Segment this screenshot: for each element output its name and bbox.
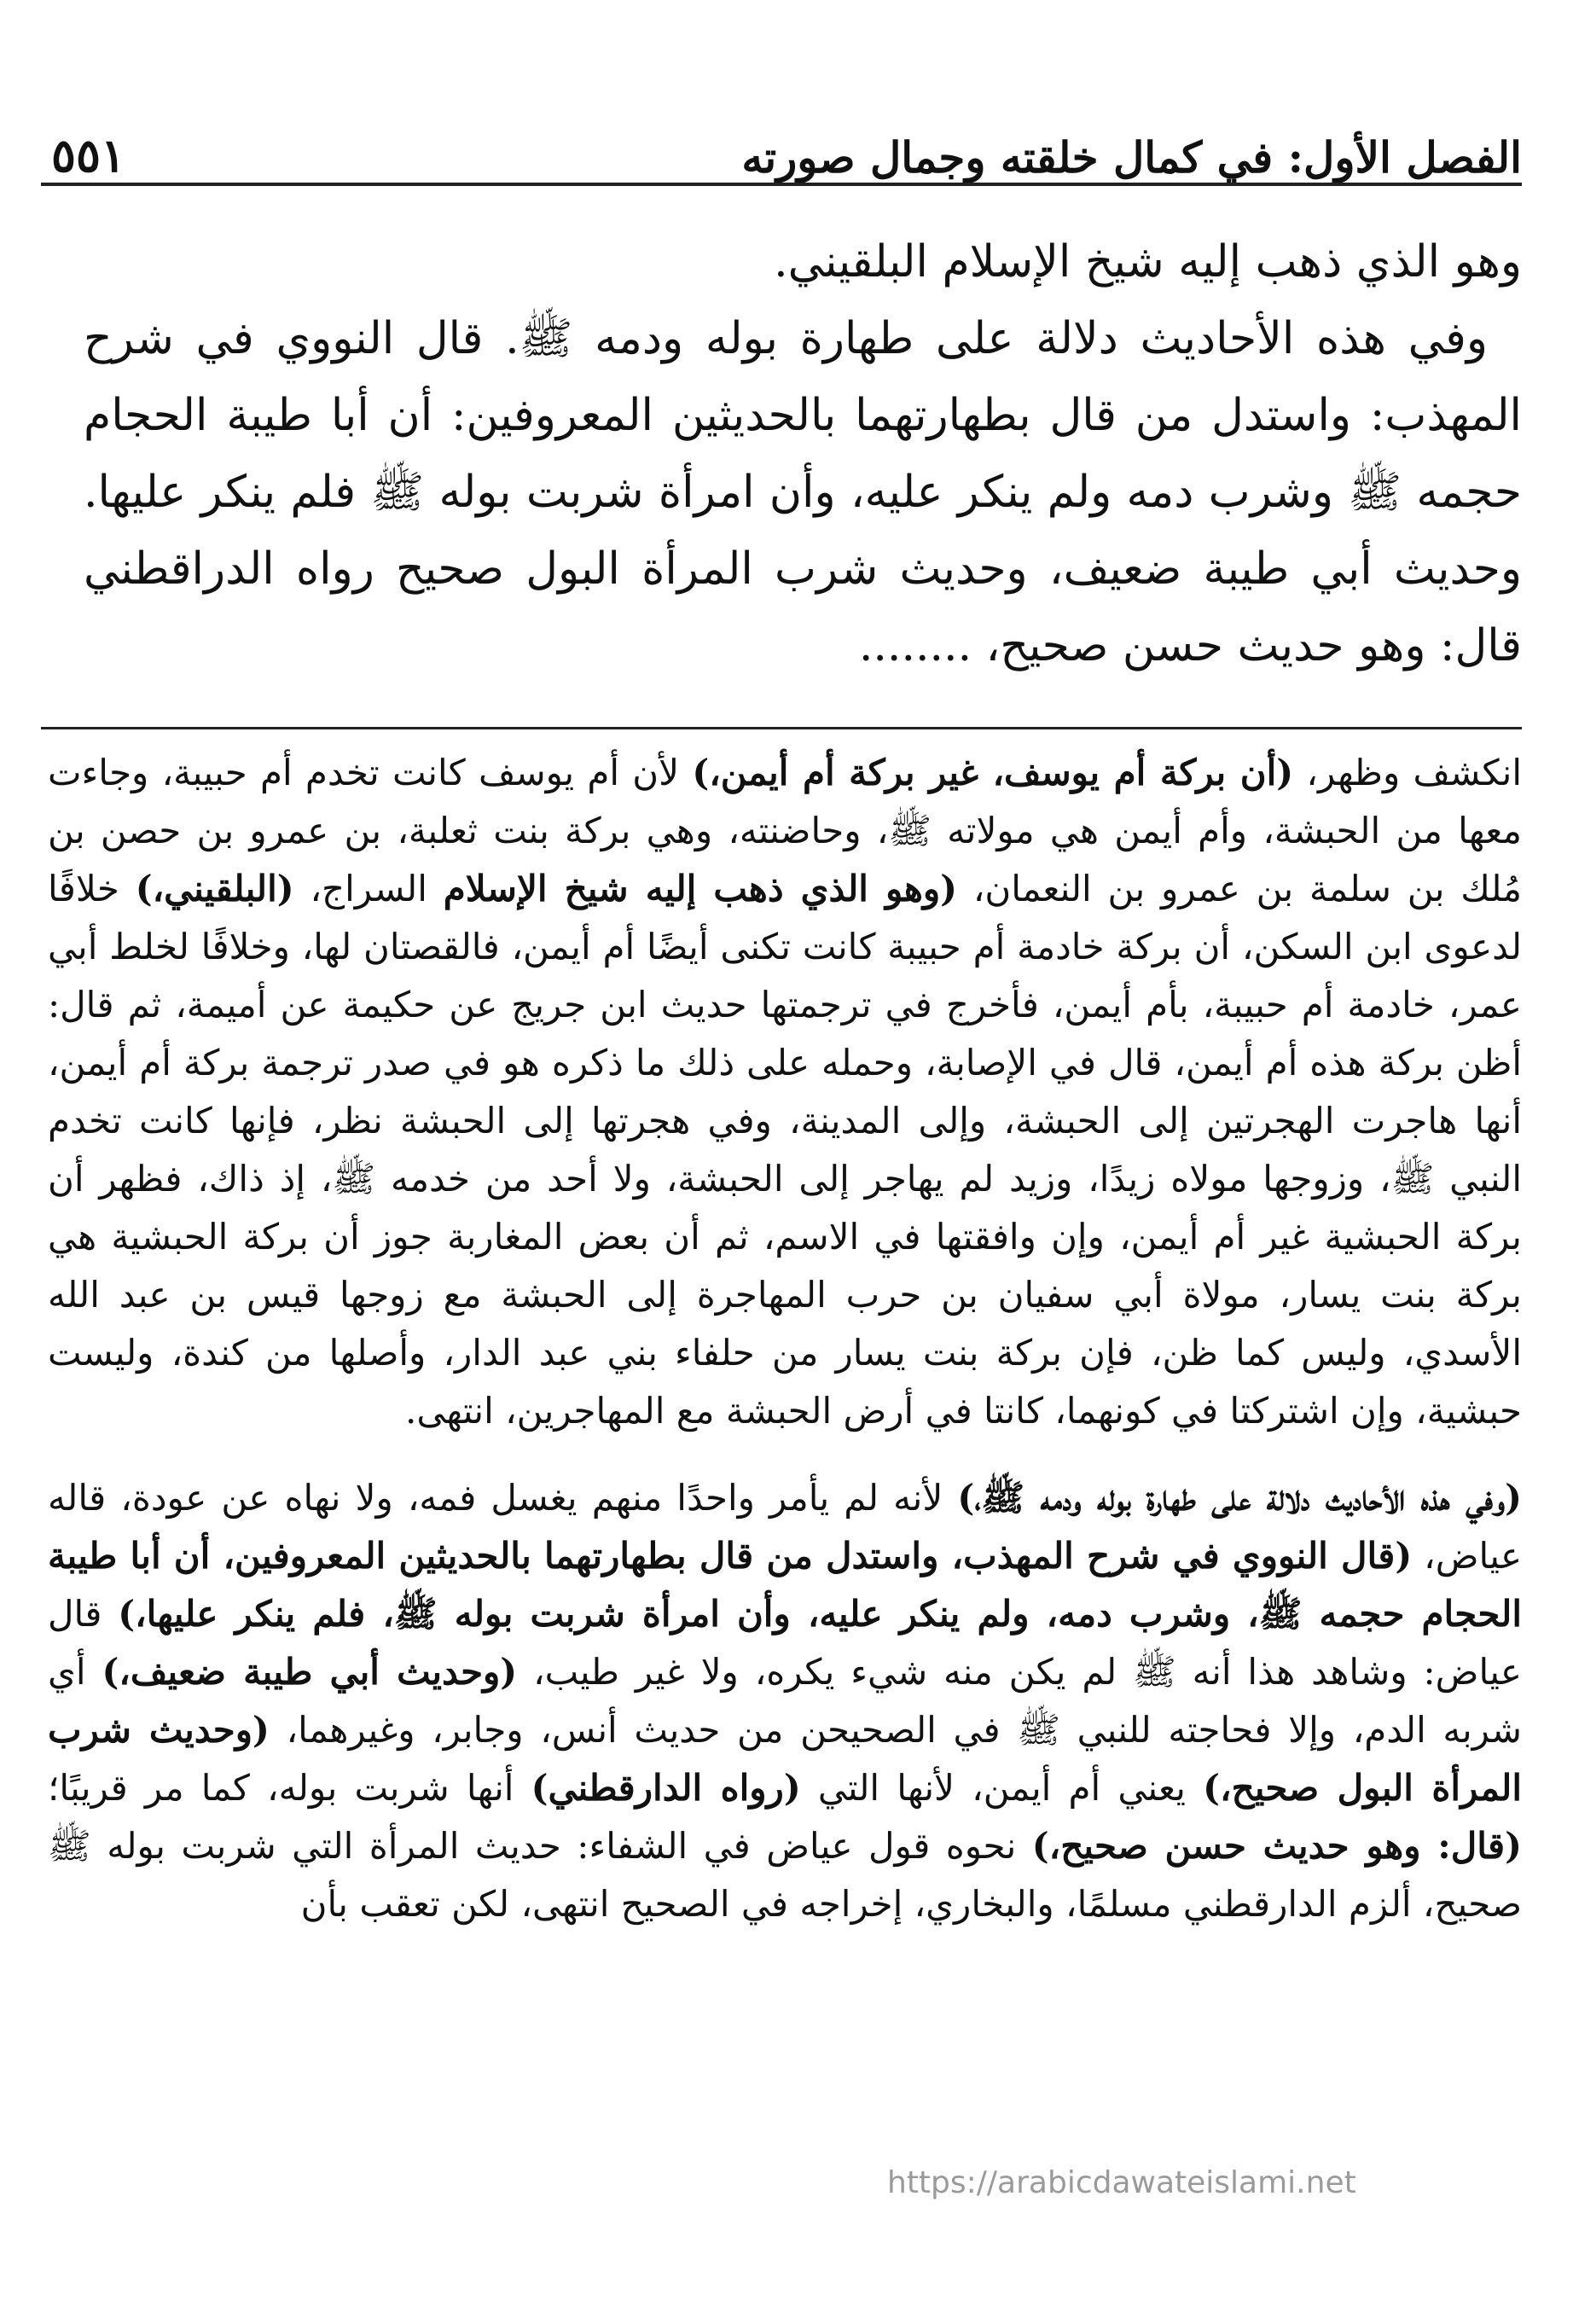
commentary-text [48, 744, 1522, 1933]
commentary-text-run: السراج، [293, 868, 444, 909]
main-paragraph: وهو الذي ذهب إليه شيخ الإسلام البلقيني. [774, 236, 1522, 288]
main-paragraph: وفي هذه الأحاديث دلالة على طهارة بوله ودمه ﷺ. قال النووي في شرح المهذب: واستدل من قال بطهارتهما بالحديثين المعروفين: أن أبا طيبة الحجام حجمه ﷺ وشرب دمه ولم ينكر عليه، وأن امرأة شربت بوله ﷺ فلم ينكر عليها. وحديث أبي طيبة ضعيف، وحديث شرب المرأة البول صحيح رواه الدراقطني قال: وهو حديث حسن صحيح، ........ [84, 313, 1522, 671]
quoted-matn: (قال: وهو حديث حسن صحيح،) [1031, 1825, 1522, 1867]
header-rule [41, 183, 1522, 186]
commentary-text-run: لأنه لم يأمر واحدًا منهم يغسل فمه، ولا نهاه عن عودة، قاله عياض، [48, 1477, 1523, 1577]
quoted-matn: (البلقيني،) [135, 868, 294, 909]
quoted-matn: (أن بركة أم يوسف، غير بركة أم أيمن،) [692, 752, 1294, 793]
commentary-paragraph [48, 1469, 1522, 1933]
quoted-matn: (وحديث شرب المرأة البول صحيح،) [48, 1709, 1522, 1809]
quoted-matn: (وهو الذي ذهب إليه شيخ الإسلام [443, 868, 958, 909]
commentary-text-run: أي شربه الدم، وإلا فحاجته للنبي ﷺ في الصحيحن من حديث أنس، وجابر، وغيرهما، [48, 1651, 1522, 1751]
commentary-text-run: خلافًا لدعوى ابن السكن، أن بركة خادمة أم حبيبة كانت تكنى أيضًا أم أيمن، فالقصتان لها، وخلافًا لخلط أبي عمر، خادمة أم حبيبة، بأم أيمن، فأخرج في ترجمتها حديث ابن جريج عن حكيمة عن أميمة، ثم قال: أظن بركة هذه أم أيمن، قال في الإصابة، وحمله على ذلك ما ذكره هو في صدر ترجمة بركة أم أيمن، أنها هاجرت الهجرتين إلى الحبشة، وإلى المدينة، وفي هجرتها إلى الحبشة نظر، فإنها كانت تخدم النبي ﷺ، وزوجها مولاه زيدًا، وزيد لم يهاجر إلى الحبشة، ولا أحد من خدمه ﷺ، إذ ذاك، فظهر أن بركة الحبشية غير أم أيمن، وإن وافقتها في الاسم، ثم أن بعض المغاربة جوز أن بركة الحبشية هي بركة بنت يسار، مولاة أبي سفيان بن حرب المهاجرة إلى الحبشة مع زوجها قيس بن عبد الله الأسدي، وليس كما ظن، فإن بركة بنت يسار من حلفاء بني عبد الدار، وأصلها من كندة، وليست حبشية، وإن اشتركتا في كونهما، كانتا في أرض الحبشة مع المهاجرين، انتهى. [48, 868, 1523, 1432]
quoted-matn: (رواه الدارقطني) [531, 1767, 801, 1809]
quoted-matn: (وحديث أبي طيبة ضعيف،) [102, 1651, 518, 1693]
commentary-text-run: أنها شربت بوله، كما مر قريبًا؛ [48, 1767, 531, 1809]
running-header [51, 101, 1522, 183]
quoted-matn: (قال النووي في شرح المهذب، واستدل من قال بطهارتهما بالحديثين المعروفين، أن أبا طيبة الحجام حجمه ﷺ، وشرب دمه، ولم ينكر عليه، وأن امرأة شربت بوله ﷺ، فلم ينكر عليها،) [48, 1535, 1522, 1635]
quoted-matn: (وفي هذه الأحاديث دلالة على طهارة بوله ودمه ﷺ،) [957, 1477, 1523, 1519]
commentary-text-run: يعني أم أيمن، لأنها التي [800, 1767, 1204, 1809]
commentary-text-run: قال عياض: وشاهد هذا أنه ﷺ لم يكن منه شيء يكره، ولا غير طيب، [48, 1593, 1522, 1693]
commentary-text-run: انكشف وظهر، [1293, 752, 1523, 793]
page-number: ٥٥١ [51, 128, 126, 183]
commentary-paragraph [48, 744, 1522, 1440]
commentary-text-run: نحوه قول عياض في الشفاء: حديث المرأة التي شربت بوله ﷺ صحيح، ألزم الدارقطني مسلمًا، والبخاري، إخراجه في الصحيح انتهى، لكن تعقب بأن [48, 1825, 1522, 1925]
chapter-title: الفصل الأول: في كمال خلقته وجمال صورته [741, 132, 1522, 183]
watermark-url: https://arabicdawateislami.net [887, 2165, 1356, 2200]
footnote-separator [41, 727, 1522, 729]
main-text [84, 224, 1522, 684]
commentary-text-run: لأن أم يوسف كانت تخدم أم حبيبة، وجاءت معها من الحبشة، وأم أيمن هي مولاته ﷺ، وحاضنته، وهي بركة بنت ثعلبة، بن عمرو بن حصن بن مُلك بن سلمة بن عمرو بن النعمان، [48, 752, 1522, 909]
